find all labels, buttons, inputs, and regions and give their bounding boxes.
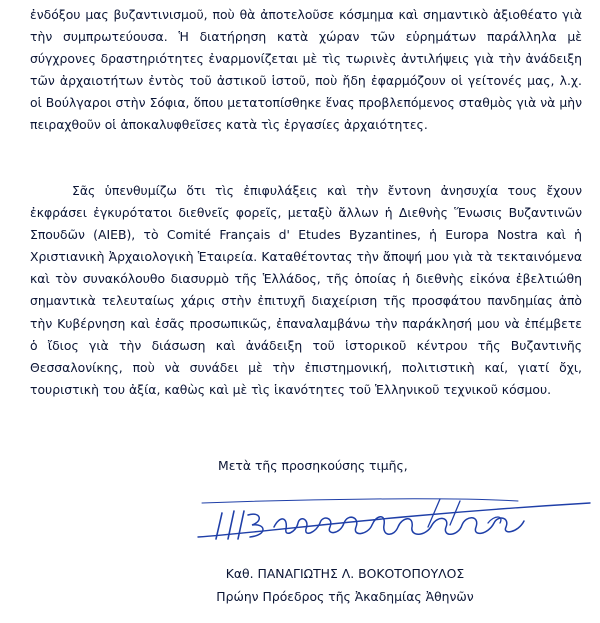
signer-name: Καθ. ΠΑΝΑΓΙΩΤΗΣ Λ. ΒΟΚΟΤΟΠΟΥΛΟΣ [225,566,465,581]
letter-paragraph-1: ἐνδόξου μας βυζαντινισμοῦ, ποὺ θὰ ἀποτελοῦσε κόσμημα καὶ σημαντικὸ ἀξιοθέατο γιὰ τὴν συμπρωτεύουσα. Ἡ διατήρηση κατὰ χώραν τῶν εὑρημάτων παράλληλα μὲ σύγχρονες δραστηριότητες ἐναρμονίζεται μὲ τὶς τωρινὲς ἀντιλήψεις γιὰ τὴν ἀνάδειξη τῶν ἀρχαιοτήτων ἐντὸς τοῦ ἀστικοῦ ἱστοῦ, ποὺ ἤδη ἐφαρμόζουν οἱ γείτονές μας, λ.χ. οἱ Βούλγαροι στὴν Σόφια, ὅπου μετατοπίσθηκε ἕνας προβλεπόμενος σταθμὸς γιὰ νὰ μὴν πειραχθοῦν οἱ ἀποκαλυφθεῖσες κατὰ τὶς ἐργασίες ἀρχαιότητες. [30,7,582,133]
letter-paragraph-2: Σᾶς ὑπενθυμίζω ὅτι τὶς ἐπιφυλάξεις καὶ τὴν ἔντονη ἀνησυχία τους ἔχουν ἐκφράσει ἐγκυρότατοι διεθνεῖς φορεῖς, μεταξὺ ἄλλων ἡ Διεθνὴς Ἕνωσις Βυζαντινῶν Σπουδῶν (AIEB), τὸ Comité Français d' Etudes Byzantines, ἡ Europa Nostra καὶ ἡ Χριστιανικὴ Ἀρχαιολογικὴ Ἑταιρεία. Καταθέτοντας τὴν ἄποψή μου γιὰ τὰ τεκταινόμενα καὶ τὸν συνακόλουθο διασυρμὸ τῆς Ἑλλάδος, τῆς ὁποίας ἡ διεθνὴς εἰκόνα ἐβελτιώθη σημαντικὰ τελευταίως χάρις στὴν ἐπιτυχῆ διαχείριση τῆς προσφάτου πανδημίας ἀπὸ τὴν Κυβέρνηση καὶ ἐσᾶς προσωπικῶς, ἐπαναλαμβάνω τὴν παράκλησή μου νὰ ἐπέμβετε ὁ ἴδιος γιὰ τὴν διάσωση καὶ ἀνάδειξη τοῦ ἱστορικοῦ κέντρου τῆς Βυζαντινῆς Θεσσαλονίκης, ποὺ νὰ συνάδει μὲ τὴν ἐπιστημονική, πολιτιστικὴ καί, γιατί ὄχι, τουριστικὴ του ἀξία, καθὼς καὶ μὲ τὶς ἱκανότητες τοῦ Ἑλληνικοῦ τεχνικοῦ κόσμου. [30,183,582,397]
closing-salutation: Μετὰ τῆς προσηκούσης τιμῆς, [218,458,408,473]
handwritten-signature [188,493,598,553]
signer-title: Πρώην Πρόεδρος τῆς Ἀκαδημίας Ἀθηνῶν [216,589,474,604]
